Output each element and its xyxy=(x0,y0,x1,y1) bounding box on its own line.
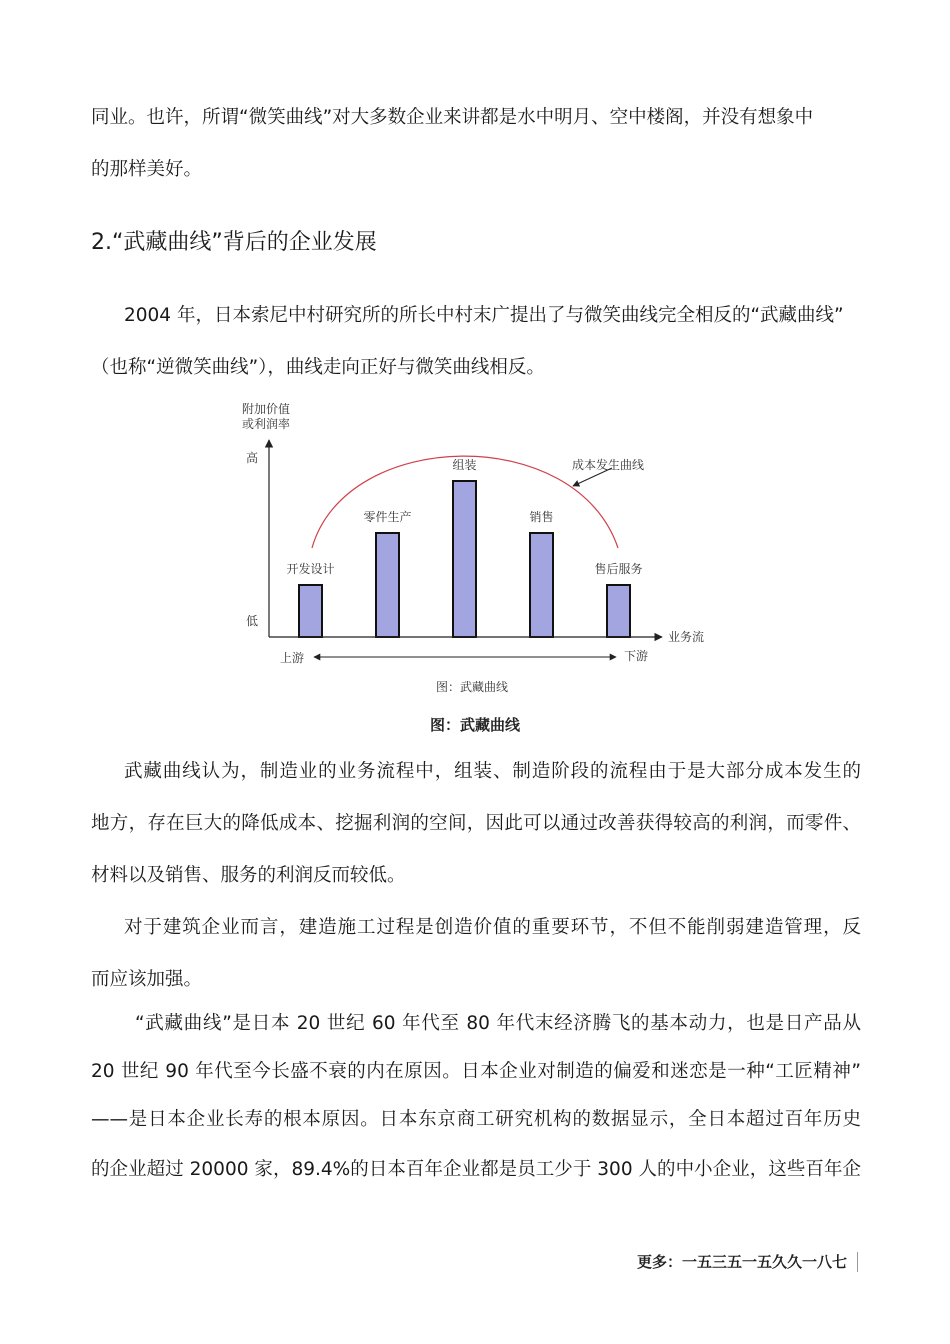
bar-label-4: 售后服务 xyxy=(594,562,643,576)
text-line: 地方，存在巨大的降低成本、挖掘利润的空间，因此可以通过改善获得较高的利润，而零件、 xyxy=(91,813,861,834)
text-line: 的企业超过 20000 家，89.4%的日本百年企业都是员工少于 300 人的中小企业，这些百年企 xyxy=(91,1159,861,1180)
bar-label-3: 销售 xyxy=(529,510,554,524)
text-line: 的那样美好。 xyxy=(91,159,203,180)
inner-caption: 图：武藏曲线 xyxy=(436,680,509,694)
y-title-1: 附加价值 xyxy=(242,402,291,416)
section-heading: 2.“武藏曲线”背后的企业发展 xyxy=(91,230,377,255)
text-line: 而应该加强。 xyxy=(91,969,203,990)
y-low-label: 低 xyxy=(246,614,259,628)
text-line: （也称“逆微笑曲线”），曲线走向正好与微笑曲线相反。 xyxy=(91,357,545,378)
musashi-curve-chart xyxy=(236,398,716,703)
upstream-label: 上游 xyxy=(280,651,305,665)
text-line: “武藏曲线”是日本 20 世纪 60 年代至 80 年代末经济腾飞的基本动力，也是日产品从 xyxy=(135,1013,861,1034)
bar-3 xyxy=(530,533,553,637)
text-line: 同业。也许，所谓“微笑曲线”对大多数企业来讲都是水中明月、空中楼阁，并没有想象中 xyxy=(91,107,814,128)
bar-0 xyxy=(299,585,322,637)
figure-caption: 图：武藏曲线 xyxy=(429,716,520,734)
bar-label-0: 开发设计 xyxy=(286,562,335,576)
bar-label-2: 组装 xyxy=(452,458,477,472)
curve-label: 成本发生曲线 xyxy=(572,458,645,472)
bar-label-1: 零件生产 xyxy=(363,510,412,524)
downstream-label: 下游 xyxy=(624,649,649,663)
text-line: 材料以及销售、服务的利润反而较低。 xyxy=(91,865,406,886)
text-line: 20 世纪 90 年代至今长盛不衰的内在原因。日本企业对制造的偏爱和迷恋是一种“工匠精神” xyxy=(91,1061,861,1082)
page-footer: 更多：一五三五一五久久一八七 xyxy=(637,1252,858,1272)
x-title: 业务流 xyxy=(668,630,705,644)
y-title-2: 或利润率 xyxy=(242,417,291,431)
text-line: 武藏曲线认为，制造业的业务流程中，组装、制造阶段的流程由于是大部分成本发生的 xyxy=(124,761,861,782)
text-line: 2004 年，日本索尼中村研究所的所长中村末广提出了与微笑曲线完全相反的“武藏曲线” xyxy=(124,305,844,326)
musashi-curve-figure xyxy=(236,398,716,703)
text-line: 对于建筑企业而言，建造施工过程是创造价值的重要环节，不但不能削弱建造管理，反 xyxy=(124,917,861,938)
y-high-label: 高 xyxy=(246,451,259,465)
bar-2 xyxy=(453,481,476,637)
bar-4 xyxy=(607,585,630,637)
text-line: ——是日本企业长寿的根本原因。日本东京商工研究机构的数据显示，全日本超过百年历史 xyxy=(91,1109,861,1130)
bar-1 xyxy=(376,533,399,637)
